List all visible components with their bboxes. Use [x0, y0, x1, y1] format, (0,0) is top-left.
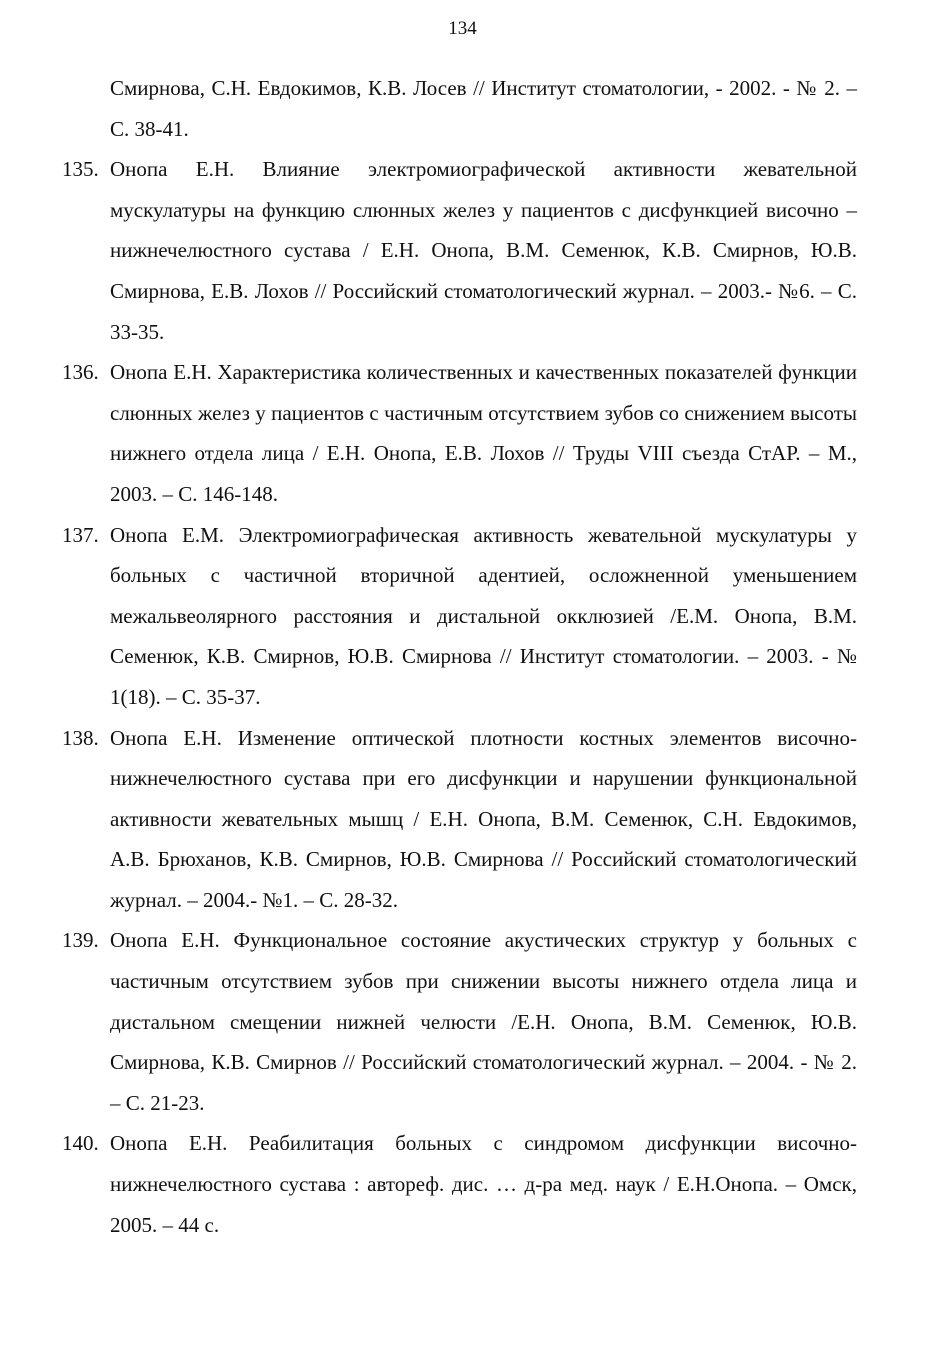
reference-text: Онопа Е.Н. Влияние электромиографической активности жевательной мускулатуры на функцию слюнных желез у пациентов с дисфункцией височно – нижнечелюстного сустава / Е.Н. Онопа, В.М. Семенюк, К.В. Смирнов, Ю.В. Смирнова, Е.В. Лохов // Российский стоматологический журнал. – 2003.- №6. – С. 33-35. — [110, 157, 857, 344]
reference-text: Онопа Е.Н. Реабилитация больных с синдромом дисфункции височно-нижнечелюстного сустава : автореф. дис. … д-ра мед. наук / Е.Н.Онопа. – Омск, 2005. – 44 с. — [110, 1131, 857, 1237]
reference-text: Онопа Е.Н. Функциональное состояние акустических структур у больных с частичным отсутствием зубов при снижении высоты нижнего отдела лица и дистальном смещении нижней челюсти /Е.Н. Онопа, В.М. Семенюк, Ю.В. Смирнова, К.В. Смирнов // Российский стоматологический журнал. – 2004. - № 2. – С. 21-23. — [110, 928, 857, 1115]
reference-text: Онопа Е.М. Электромиографическая активность жевательной мускулатуры у больных с частичной вторичной адентией, осложненной уменьшением межальвеолярного расстояния и дистальной окклюзией /Е.М. Онопа, В.М. Семенюк, К.В. Смирнов, Ю.В. Смирнова // Институт стоматологии. – 2003. - № 1(18). – С. 35-37. — [110, 522, 857, 709]
reference-item-139 — [62, 920, 857, 1123]
reference-number: 139. — [62, 928, 99, 953]
reference-text: Онопа Е.Н. Характеристика количественных и качественных показателей функции слюнных желез у пациентов с частичным отсутствием зубов со снижением высоты нижнего отдела лица / Е.Н. Онопа, Е.В. Лохов // Труды VIII съезда СтАР. – М., 2003. – С. 146-148. — [110, 360, 857, 506]
reference-number: 138. — [62, 725, 99, 750]
reference-item-135 — [62, 149, 857, 352]
reference-number: 135. — [62, 157, 99, 182]
reference-text: Онопа Е.Н. Изменение оптической плотности костных элементов височно- нижнечелюстного сустава при его дисфункции и нарушении функциональной активности жевательных мышц / Е.Н. Онопа, В.М. Семенюк, С.Н. Евдокимов, А.В. Брюханов, К.В. Смирнов, Ю.В. Смирнова // Российский стоматологический журнал. – 2004.- №1. – С. 28-32. — [110, 725, 857, 912]
reference-number: 140. — [62, 1131, 99, 1156]
reference-continuation: Смирнова, С.Н. Евдокимов, К.В. Лосев // Институт стоматологии, - 2002. - № 2. – С. 38-41. — [110, 76, 857, 141]
reference-number: 136. — [62, 360, 99, 385]
reference-item-137 — [62, 515, 857, 718]
reference-list — [62, 68, 857, 1245]
reference-item-138 — [62, 718, 857, 921]
page-number: 134 — [448, 18, 477, 39]
reference-number: 137. — [62, 522, 99, 547]
reference-item-140 — [62, 1123, 857, 1245]
reference-item-136 — [62, 352, 857, 514]
